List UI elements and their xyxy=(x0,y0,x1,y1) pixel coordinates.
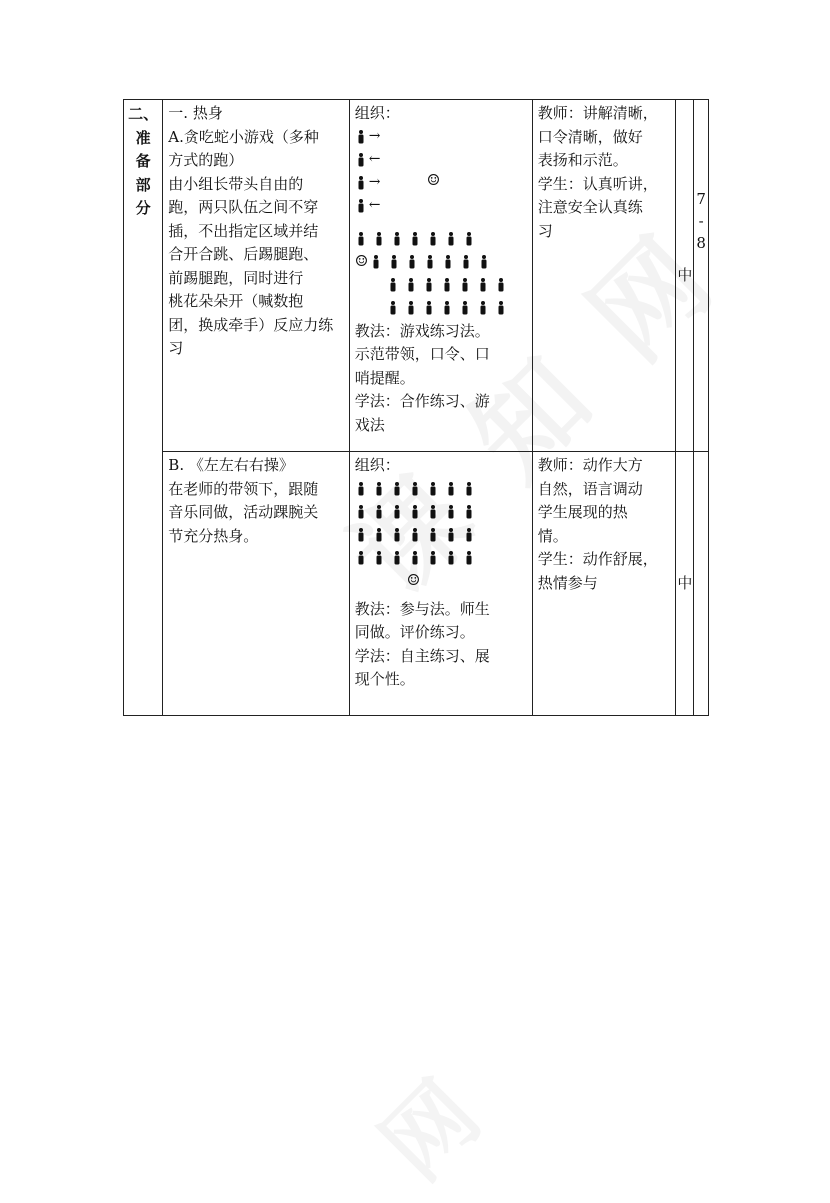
person-icon xyxy=(393,551,401,565)
person-icon xyxy=(480,255,488,269)
person-icon xyxy=(357,153,365,167)
person-icon xyxy=(426,255,434,269)
teacher-student-cell: 教师：讲解清晰， 口令清晰，做好 表扬和示范。 学生：认真听讲， 注意安全认真练 习 xyxy=(532,100,676,452)
formation-diagram xyxy=(355,222,527,320)
person-icon xyxy=(357,232,365,246)
organization-cell: 组织： → ← → ☺ ← ☺ 教法：游戏练习法。 示范带领，口令、口 哨提醒。 学法：合作练习、游 戏法 xyxy=(349,100,532,452)
time-cell xyxy=(694,452,709,716)
person-icon xyxy=(443,301,451,315)
person-icon xyxy=(425,301,433,315)
person-icon xyxy=(425,278,433,292)
person-icon xyxy=(465,528,473,542)
person-icon xyxy=(411,551,419,565)
person-icon xyxy=(411,232,419,246)
arrow-left-icon: ← xyxy=(368,196,381,213)
person-icon xyxy=(462,255,470,269)
person-icon xyxy=(390,255,398,269)
person-icon xyxy=(447,482,455,496)
person-icon xyxy=(357,551,365,565)
person-icon xyxy=(465,505,473,519)
person-icon xyxy=(375,232,383,246)
person-icon xyxy=(429,551,437,565)
person-icon xyxy=(465,551,473,565)
person-icon xyxy=(357,528,365,542)
person-icon xyxy=(465,232,473,246)
person-icon xyxy=(429,232,437,246)
person-icon xyxy=(411,482,419,496)
person-icon xyxy=(375,551,383,565)
teacher-smiley-icon: ☺ xyxy=(426,170,441,189)
arrow-right-icon: → xyxy=(368,127,381,144)
person-icon xyxy=(389,278,397,292)
content-cell: B. 《左左右右操》 在老师的带领下，跟随 音乐同做，活动踝腕关 节充分热身。 xyxy=(163,452,349,716)
person-icon xyxy=(357,176,365,190)
person-icon xyxy=(411,528,419,542)
person-icon xyxy=(408,255,416,269)
intensity-cell: 中 xyxy=(676,100,694,452)
person-icon xyxy=(461,278,469,292)
person-icon xyxy=(407,301,415,315)
person-icon xyxy=(447,528,455,542)
person-icon xyxy=(411,505,419,519)
person-icon xyxy=(497,301,505,315)
person-icon xyxy=(429,528,437,542)
person-icon xyxy=(447,505,455,519)
person-icon xyxy=(461,301,469,315)
teacher-smiley-icon: ☺ xyxy=(354,251,369,270)
person-icon xyxy=(479,301,487,315)
watermark xyxy=(347,1047,503,1203)
formation-diagram xyxy=(355,478,527,598)
table-row xyxy=(124,100,709,452)
arrow-right-icon: → xyxy=(368,173,381,190)
person-icon xyxy=(357,482,365,496)
person-icon xyxy=(497,278,505,292)
person-icon xyxy=(357,199,365,213)
person-icon xyxy=(372,255,380,269)
person-icon xyxy=(447,551,455,565)
snake-game-diagram xyxy=(355,126,527,222)
person-icon xyxy=(393,505,401,519)
person-icon xyxy=(357,505,365,519)
person-icon xyxy=(393,482,401,496)
person-icon xyxy=(389,301,397,315)
person-icon xyxy=(429,482,437,496)
person-icon xyxy=(447,232,455,246)
person-icon xyxy=(375,482,383,496)
organization-cell: 组织： ☺ 教法：参与法。师生 同做。评价练习。 学法：自主练习、展 现个性。 xyxy=(349,452,532,716)
person-icon xyxy=(393,232,401,246)
person-icon xyxy=(357,130,365,144)
person-icon xyxy=(465,482,473,496)
content-cell: 一. 热身 A.贪吃蛇小游戏（多种 方式的跑） 由小组长带头自由的 跑，两只队伍之间不穿 插，不出指定区域并结 合开合跳、后踢腿跑、 前踢腿跑，同时进行 桃花朵朵开（喊数抱 团，换成牵手）反应力练习 xyxy=(163,100,349,452)
person-icon xyxy=(393,528,401,542)
person-icon xyxy=(429,505,437,519)
person-icon xyxy=(479,278,487,292)
intensity-cell: 中 xyxy=(676,452,694,716)
lesson-plan-table xyxy=(123,99,709,716)
time-cell: 7 - 8 xyxy=(694,100,709,452)
table-row xyxy=(124,452,709,716)
teacher-student-cell: 教师：动作大方 自然，语言调动 学生展现的热 情。 学生：动作舒展， 热情参与 xyxy=(532,452,676,716)
person-icon xyxy=(444,255,452,269)
person-icon xyxy=(407,278,415,292)
section-label: 二、 准 备 部 分 xyxy=(124,100,163,716)
arrow-left-icon: ← xyxy=(368,150,381,167)
teacher-smiley-icon: ☺ xyxy=(406,570,421,589)
person-icon xyxy=(375,505,383,519)
person-icon xyxy=(375,528,383,542)
person-icon xyxy=(443,278,451,292)
